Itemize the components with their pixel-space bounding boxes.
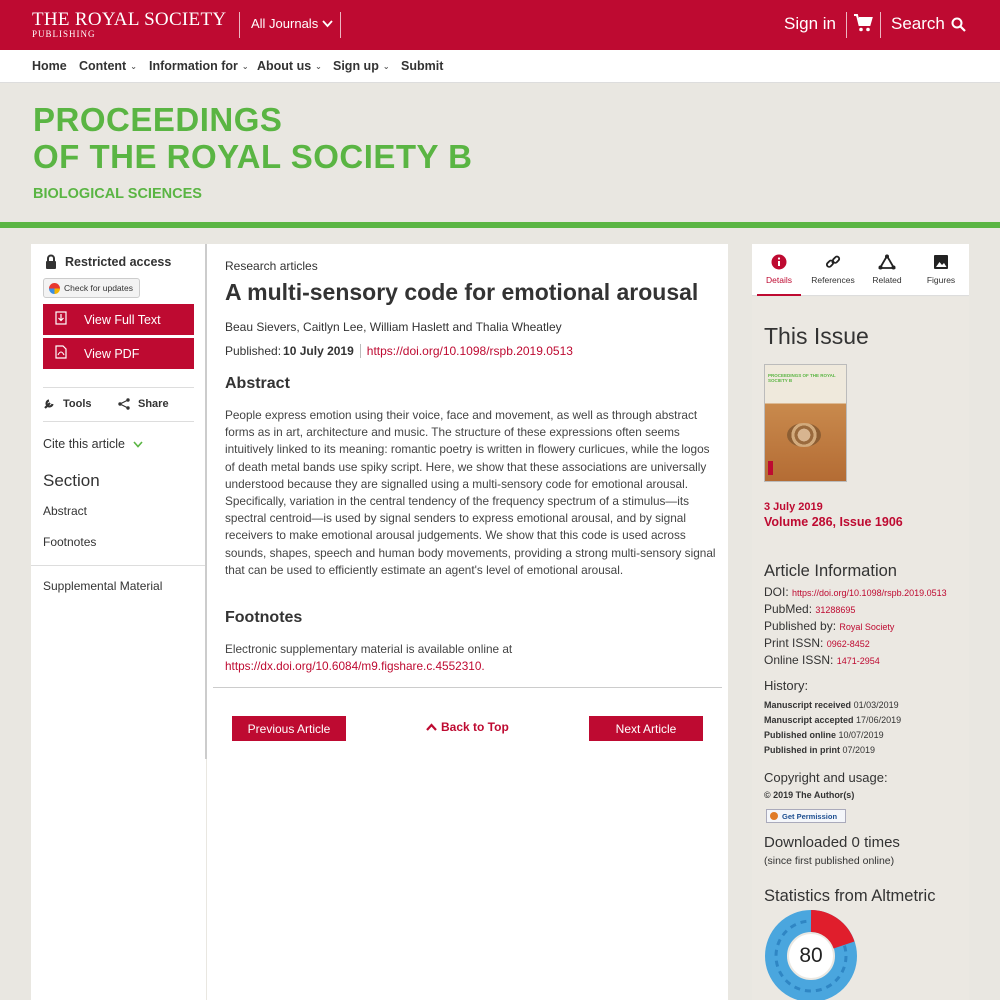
author-link[interactable]: William Haslett: [369, 320, 450, 334]
chevron-down-icon: ⌄: [315, 61, 322, 71]
brand-name: THE ROYAL SOCIETY: [32, 9, 227, 30]
altmetric-heading: Statistics from Altmetric: [764, 887, 936, 905]
tab-label: References: [811, 275, 855, 285]
history-label: Published online: [764, 730, 837, 740]
top-bar: [0, 0, 1000, 50]
author-link[interactable]: Caitlyn Lee: [303, 320, 364, 334]
info-pubmed: [764, 602, 855, 616]
search-icon: [951, 17, 966, 32]
nav-label: Home: [32, 59, 67, 73]
copyright-heading: Copyright and usage:: [764, 770, 888, 785]
this-issue-heading: This Issue: [764, 323, 869, 349]
info-label: Online ISSN:: [764, 653, 834, 667]
figshare-link[interactable]: https://dx.doi.org/10.6084/m9.figshare.c.4552310.: [225, 659, 485, 673]
abstract-heading: Abstract: [225, 375, 290, 392]
tab-figures[interactable]: [914, 254, 968, 285]
check-for-updates-button[interactable]: [43, 278, 140, 298]
tab-label: Figures: [926, 275, 956, 285]
history-value: 07/2019: [842, 745, 876, 755]
divider: [340, 12, 341, 38]
chevron-down-icon: ⌄: [241, 61, 249, 71]
image-icon: [933, 254, 949, 270]
search-label: Search: [891, 14, 945, 33]
divider: [43, 421, 194, 422]
history-label: Published in print: [764, 745, 840, 755]
journal-title-line1: PROCEEDINGS: [33, 101, 283, 138]
divider: [43, 387, 194, 388]
brand-subtitle: PUBLISHING: [32, 29, 96, 39]
divider: [239, 12, 240, 38]
view-full-text-label: View Full Text: [84, 312, 161, 327]
author-list: [225, 320, 562, 334]
info-label: DOI:: [764, 585, 789, 599]
share-label: Share: [138, 398, 169, 410]
history-value: 01/03/2019: [853, 700, 899, 710]
view-pdf-button[interactable]: [43, 338, 194, 369]
nav-label: Sign up: [333, 59, 379, 73]
tab-references[interactable]: [806, 254, 860, 285]
share-icon: [118, 398, 130, 410]
chevron-down-icon: ⌄: [382, 61, 390, 71]
history-value: 17/06/2019: [856, 715, 902, 725]
chevron-down-icon: ⌄: [130, 61, 137, 71]
footnote-text: Electronic supplementary material is available online at: [225, 642, 513, 656]
restricted-label: Restricted access: [65, 254, 172, 269]
section-link-abstract[interactable]: Abstract: [43, 504, 88, 518]
article-information-heading: Article Information: [764, 562, 897, 580]
tools-label: Tools: [63, 398, 92, 410]
footnotes-heading: Footnotes: [225, 609, 303, 626]
cover-title: PROCEEDINGS OF THE ROYAL SOCIETY B: [768, 373, 836, 383]
published-label: Published:: [225, 344, 282, 358]
info-value-link[interactable]: 1471-2954: [836, 656, 880, 666]
get-permission-label: Get Permission: [782, 811, 838, 821]
header-divider: [0, 222, 1000, 228]
nav-about-us[interactable]: [257, 59, 322, 73]
author-separator: ,: [296, 320, 304, 334]
info-doi: [764, 585, 947, 599]
author-separator: ,: [363, 320, 370, 334]
cite-label: Cite this article: [43, 437, 125, 451]
tools-button[interactable]: [43, 398, 92, 410]
check-updates-label: Check for updates: [64, 283, 133, 293]
history-row: [764, 700, 899, 710]
tab-related[interactable]: [860, 254, 914, 285]
nav-content[interactable]: [79, 59, 137, 73]
nav-label: Content: [79, 59, 127, 73]
get-permission-button[interactable]: [766, 809, 846, 823]
info-label: PubMed:: [764, 602, 813, 616]
sign-in-link[interactable]: Sign in: [784, 14, 836, 33]
share-button[interactable]: [118, 398, 169, 410]
history-label: Manuscript received: [764, 700, 852, 710]
section-heading: Section: [43, 471, 100, 490]
info-label: Published by:: [764, 619, 837, 633]
view-full-text-button[interactable]: [43, 304, 194, 335]
info-label: Print ISSN:: [764, 636, 824, 650]
author-link[interactable]: Beau Sievers: [225, 320, 297, 334]
issue-volume-link[interactable]: Volume 286, Issue 1906: [764, 515, 903, 529]
history-heading: History:: [764, 678, 809, 693]
back-to-top-link[interactable]: [426, 720, 509, 734]
altmetric-score: 80: [789, 934, 833, 978]
nav-submit[interactable]: [401, 59, 443, 73]
main-nav: [0, 50, 1000, 83]
cart-icon[interactable]: [853, 13, 873, 33]
issue-cover-image[interactable]: [764, 364, 847, 482]
pdf-icon: [43, 345, 79, 362]
abstract-text: People express emotion using their voice, face and movement, as well as through abstract forms as in art, architecture and music. The structure of these expressions often seems intuitively linked to its meaning: romantic poetry is written in flowery curlicues, while the logos of death metal bands use spiky script. Here, we show that these associations are universally understood because they are signalled using a multi-sensory code for emotional arousal. Specifically, variation in the central tendency of the frequency spectrum of a stimulus—its spectral centroid—is used by signal senders to express emotional arousal, and by signal receivers to make emotional arousal judgements. We show that this code is used across sounds, shapes, speech and human body movements, providing a strong multi-sensory signal that can be used to efficiently estimate an agent's level of emotional arousal.: [225, 408, 716, 577]
cover-logo: [768, 461, 773, 475]
info-print-issn: [764, 636, 870, 650]
crossmark-icon: [49, 283, 60, 294]
tab-label: Details: [766, 275, 792, 285]
cite-this-article[interactable]: [43, 437, 143, 451]
restricted-access: [45, 254, 171, 269]
doi-link[interactable]: https://doi.org/10.1098/rspb.2019.0513: [366, 344, 573, 358]
divider: [213, 687, 722, 688]
footnote: [225, 641, 705, 675]
supplemental-material-link[interactable]: Supplemental Material: [43, 579, 163, 593]
publication-info: [225, 344, 573, 358]
back-to-top-label: Back to Top: [441, 720, 509, 734]
altmetric-badge[interactable]: [764, 909, 858, 1000]
chevron-up-icon: [426, 723, 437, 731]
history-value: 10/07/2019: [838, 730, 884, 740]
info-value-link[interactable]: https://doi.org/10.1098/rspb.2019.0513: [792, 588, 947, 598]
previous-article-button[interactable]: Previous Article: [232, 716, 346, 741]
copyright-value: © 2019 The Author(s): [764, 790, 855, 800]
journal-title-line2: OF THE ROYAL SOCIETY B: [33, 138, 473, 175]
download-count-note: (since first published online): [764, 855, 895, 867]
wrench-icon: [43, 398, 55, 410]
history-label: Manuscript accepted: [764, 715, 854, 725]
info-publisher: [764, 619, 894, 633]
tab-label: Related: [872, 275, 902, 285]
search-button[interactable]: [891, 14, 966, 34]
info-value-link[interactable]: 0962-8452: [826, 639, 870, 649]
tab-details[interactable]: [752, 254, 806, 285]
history-row: [764, 730, 884, 740]
nav-home[interactable]: [32, 59, 67, 73]
related-icon: [878, 254, 896, 270]
nav-label: About us: [257, 59, 312, 73]
nav-information-for[interactable]: [149, 59, 249, 73]
author-separator: and: [449, 320, 476, 334]
info-value-link[interactable]: Royal Society: [839, 622, 895, 632]
article-type: Research articles: [225, 259, 318, 273]
info-online-issn: [764, 653, 880, 667]
permission-icon: [770, 812, 778, 820]
active-tab-indicator: [757, 294, 801, 296]
lock-icon: [45, 254, 57, 269]
author-link[interactable]: Thalia Wheatley: [475, 320, 562, 334]
divider: [31, 565, 205, 566]
journal-subtitle: BIOLOGICAL SCIENCES: [33, 186, 202, 202]
divider: [846, 12, 847, 38]
royal-society-logo[interactable]: [32, 10, 226, 39]
next-article-button[interactable]: Next Article: [589, 716, 703, 741]
nav-label: Information for: [149, 59, 238, 73]
section-link-footnotes[interactable]: Footnotes: [43, 535, 97, 549]
journal-title[interactable]: [33, 101, 472, 175]
all-journals-dropdown[interactable]: [251, 16, 333, 31]
published-date: 10 July 2019: [283, 344, 354, 358]
chevron-down-icon: [133, 441, 143, 448]
issue-date: 3 July 2019: [764, 501, 823, 513]
view-pdf-label: View PDF: [84, 346, 140, 361]
link-icon: [825, 254, 841, 270]
all-journals-label: All Journals: [251, 16, 319, 31]
nav-label: Submit: [401, 59, 444, 73]
history-row: [764, 715, 901, 725]
download-icon: [43, 311, 79, 328]
history-row: [764, 745, 875, 755]
divider: [880, 12, 881, 38]
divider: [360, 344, 361, 358]
article-title: A multi-sensory code for emotional arousal: [225, 279, 699, 305]
download-count: Downloaded 0 times: [764, 834, 900, 851]
chevron-down-icon: [322, 20, 333, 28]
nav-sign-up[interactable]: [333, 59, 390, 73]
info-value-link[interactable]: 31288695: [815, 605, 856, 615]
info-icon: [771, 254, 787, 270]
cover-snake-image: [787, 423, 821, 447]
